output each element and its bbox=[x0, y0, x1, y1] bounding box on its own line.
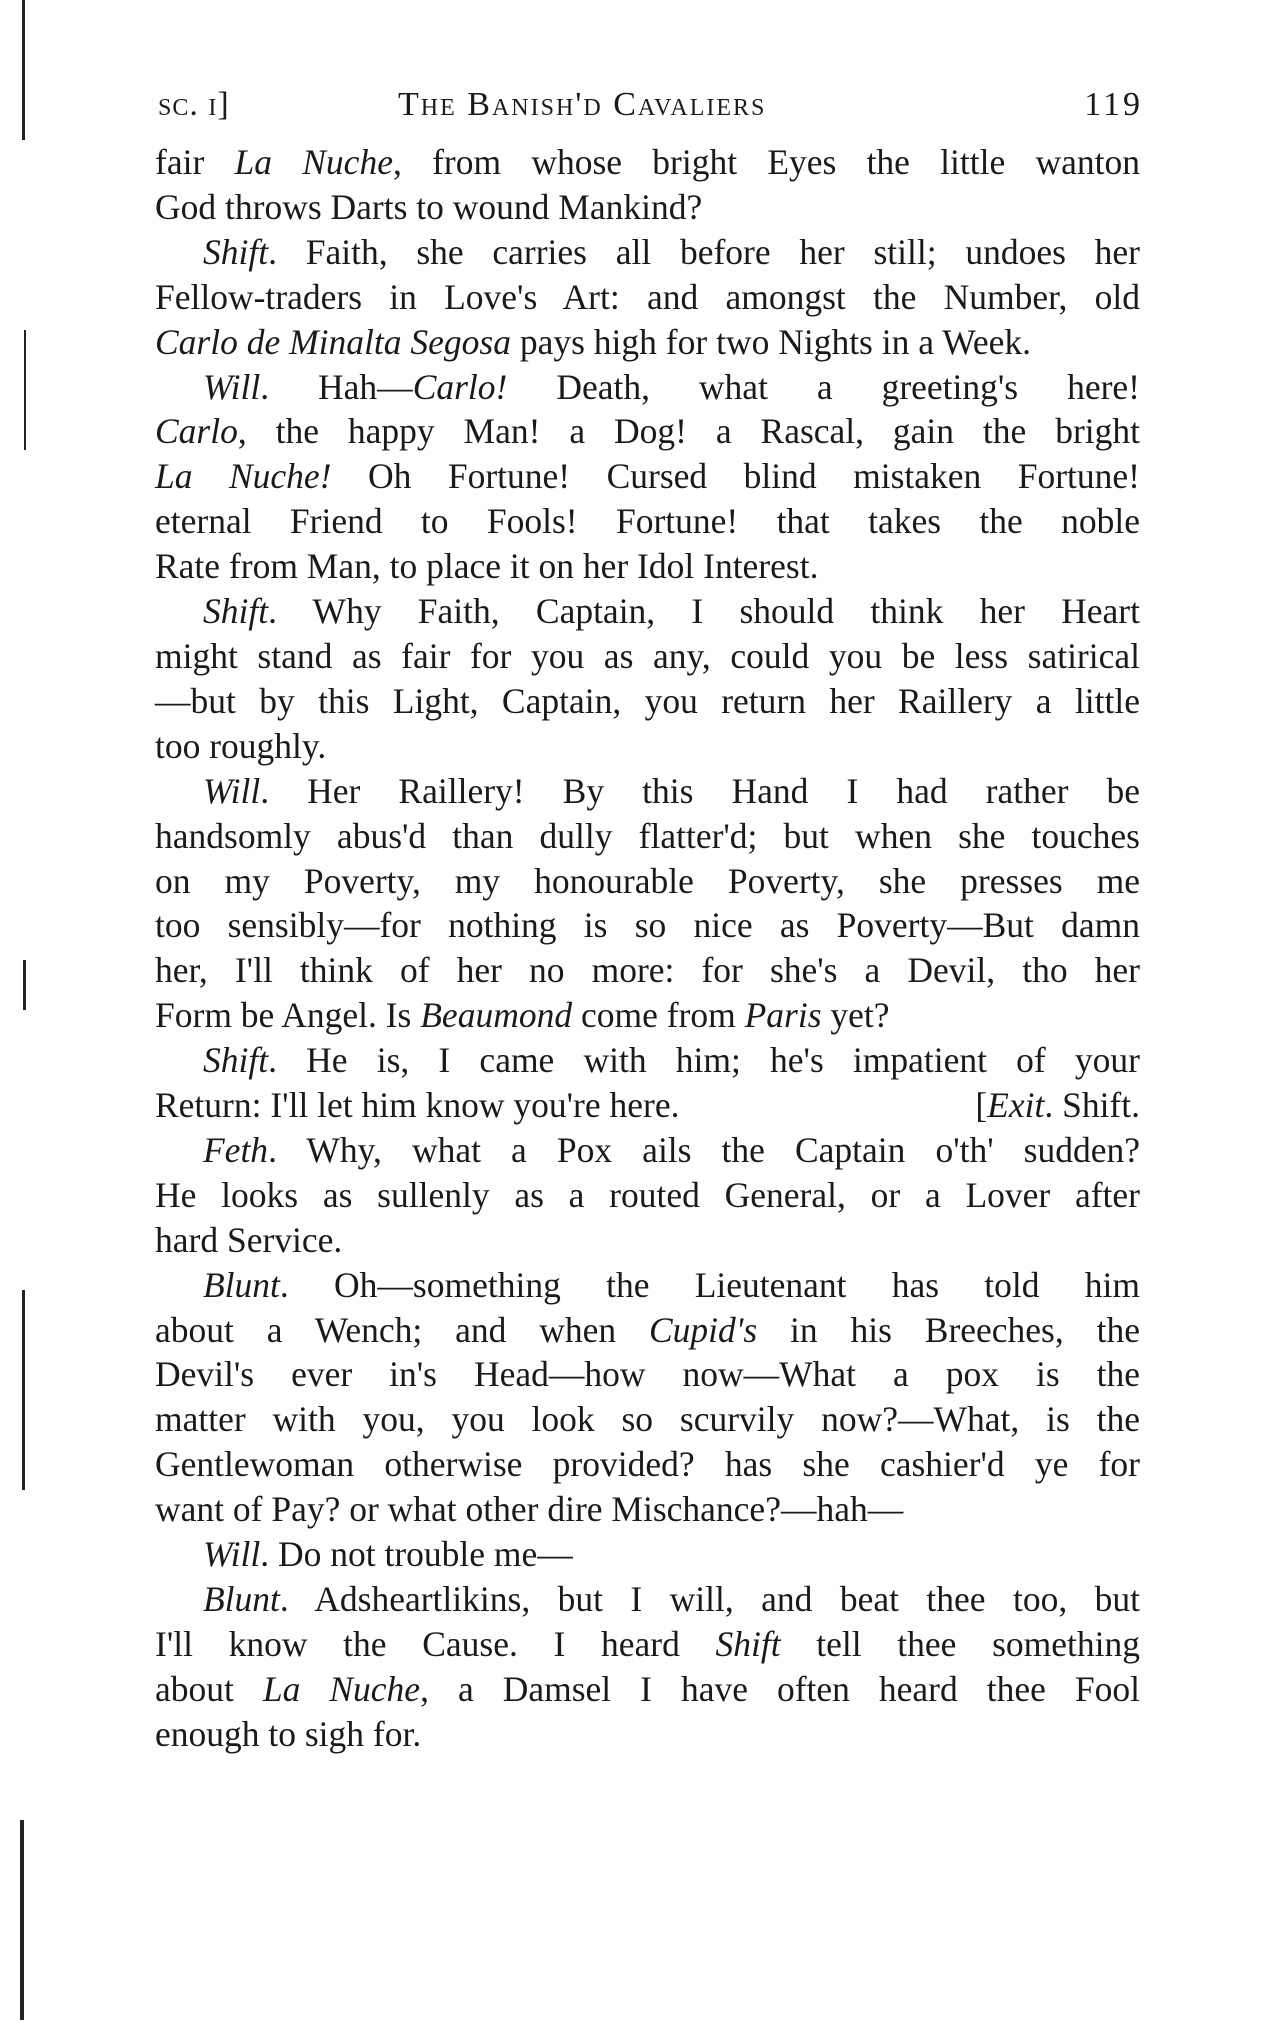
italic-text: Shift bbox=[715, 1623, 781, 1664]
text-line bbox=[155, 365, 1140, 410]
italic-text: Shift bbox=[203, 1040, 269, 1081]
text-run: tell thee something bbox=[780, 1623, 1140, 1664]
text-line bbox=[155, 185, 1140, 230]
text-run: about a Wench; and when bbox=[155, 1309, 649, 1350]
text-line bbox=[155, 1487, 1140, 1532]
italic-text: Blunt bbox=[203, 1264, 280, 1305]
text-line bbox=[155, 903, 1140, 948]
text-run: fair bbox=[155, 142, 235, 182]
italic-text: Feth bbox=[203, 1129, 269, 1170]
italic-text: Will bbox=[203, 1534, 261, 1575]
italic-text: Cupid's bbox=[648, 1309, 758, 1350]
text-run: enough to sigh for. bbox=[155, 1713, 422, 1754]
italic-text: Shift bbox=[203, 231, 269, 272]
text-line bbox=[155, 140, 1140, 185]
text-line bbox=[155, 993, 1140, 1038]
text-run: Gentlewoman otherwise provided? has she cashier'd ye for bbox=[155, 1444, 1140, 1485]
italic-text: La Nuche bbox=[262, 1668, 421, 1709]
text-run: Fellow-traders in Love's Art: and amongst the Number, old bbox=[155, 276, 1140, 317]
text-line bbox=[155, 1442, 1140, 1487]
text-run: , the happy Man! a Dog! a Rascal, gain the bright bbox=[237, 411, 1140, 452]
text-line bbox=[155, 589, 1140, 634]
text-run: matter with you, you look so scurvily now?—What, is the bbox=[155, 1399, 1140, 1440]
italic-text: Beaumond bbox=[420, 995, 573, 1036]
text-run: too sensibly—for nothing is so nice as Poverty—But damn bbox=[155, 905, 1140, 946]
text-run: Death, what a greeting's here! bbox=[507, 366, 1140, 407]
text-run: pays high for two Nights in a Week. bbox=[510, 321, 1032, 362]
text-run: come from bbox=[572, 995, 745, 1036]
text-run: —but by this Light, Captain, you return her Raillery a little bbox=[155, 680, 1140, 721]
text-run: [ bbox=[975, 1085, 988, 1126]
text-run: Form be Angel. Is bbox=[155, 995, 421, 1036]
running-head bbox=[158, 86, 1143, 134]
page-number: 119 bbox=[1084, 86, 1143, 123]
text-line bbox=[155, 230, 1140, 275]
text-line bbox=[155, 1173, 1140, 1218]
italic-text: Exit bbox=[987, 1085, 1045, 1126]
italic-text: Carlo de Minalta Segosa bbox=[155, 321, 511, 362]
text-run: . He is, I came with him; he's impatient of your bbox=[268, 1040, 1140, 1081]
text-line bbox=[155, 1218, 1140, 1263]
text-line bbox=[155, 544, 1140, 589]
scan-edge-mark bbox=[23, 960, 26, 1010]
italic-text: Paris bbox=[744, 995, 822, 1036]
text-run: . Why Faith, Captain, I should think her Heart bbox=[268, 591, 1140, 632]
scan-edge-mark bbox=[22, 1290, 25, 1490]
text-run: Devil's ever in's Head—how now—What a pox is the bbox=[155, 1354, 1140, 1395]
text-run: her, I'll think of her no more: for she's a Devil, tho her bbox=[155, 950, 1140, 991]
scan-edge-mark bbox=[22, 0, 25, 140]
running-title: The Banish'd Cavaliers bbox=[398, 86, 767, 123]
text-line bbox=[155, 1532, 1140, 1577]
text-run: . Faith, she carries all before her still; undoes her bbox=[268, 231, 1140, 272]
text-line bbox=[155, 679, 1140, 724]
stage-direction bbox=[975, 1083, 1140, 1128]
text-run: . Hah— bbox=[260, 366, 413, 407]
text-line bbox=[155, 859, 1140, 904]
text-line bbox=[155, 814, 1140, 859]
italic-text: Carlo! bbox=[412, 366, 508, 407]
text-line bbox=[155, 634, 1140, 679]
italic-text: La Nuche bbox=[234, 142, 393, 182]
text-run: Return: I'll let him know you're here. bbox=[155, 1085, 680, 1126]
text-run: . Oh—something the Lieutenant has told him bbox=[279, 1264, 1140, 1305]
italic-text: Will bbox=[203, 366, 261, 407]
italic-text: Blunt bbox=[203, 1579, 280, 1619]
text-line bbox=[155, 1397, 1140, 1442]
text-run: in his Breeches, the bbox=[757, 1309, 1140, 1350]
text-line bbox=[155, 1712, 1140, 1757]
scan-edge-mark bbox=[20, 1820, 24, 2020]
text-run: . Do not trouble me— bbox=[260, 1534, 573, 1575]
text-run: , a Damsel I have often heard thee Fool bbox=[420, 1668, 1140, 1709]
text-line bbox=[155, 499, 1140, 544]
text-run: eternal Friend to Fools! Fortune! that takes the noble bbox=[155, 501, 1140, 542]
text-line bbox=[155, 1083, 1140, 1128]
text-run: might stand as fair for you as any, could you be less satirical bbox=[155, 635, 1140, 676]
text-run: . Why, what a Pox ails the Captain o'th' sudden? bbox=[268, 1129, 1140, 1170]
text-line bbox=[155, 1577, 1140, 1622]
text-line bbox=[155, 409, 1140, 454]
italic-text: Will bbox=[203, 770, 261, 811]
text-run: . Adsheartlikins, but I will, and beat thee too, but bbox=[279, 1579, 1140, 1619]
text-run: Oh Fortune! Cursed blind mistaken Fortune! bbox=[331, 456, 1140, 497]
text-line bbox=[155, 320, 1140, 365]
text-line bbox=[155, 1622, 1140, 1667]
text-line bbox=[155, 724, 1140, 769]
text-run: hard Service. bbox=[155, 1219, 343, 1260]
text-run: Rate from Man, to place it on her Idol Interest. bbox=[155, 546, 819, 587]
text-line bbox=[155, 1308, 1140, 1353]
text-run: , from whose bright Eyes the little wanton bbox=[392, 142, 1141, 182]
text-run: handsomly abus'd than dully flatter'd; but when she touches bbox=[155, 815, 1140, 856]
text-run: . Her Raillery! By this Hand I had rather be bbox=[260, 770, 1140, 811]
body-text bbox=[155, 140, 1140, 1757]
text-run: . Shift. bbox=[1044, 1085, 1140, 1126]
text-run: about bbox=[155, 1668, 263, 1709]
text-line bbox=[155, 769, 1140, 814]
text-line bbox=[155, 1038, 1140, 1083]
text-line bbox=[155, 1352, 1140, 1397]
text-line bbox=[155, 1128, 1140, 1173]
text-run: too roughly. bbox=[155, 725, 327, 766]
text-run: He looks as sullenly as a routed General, or a Lover after bbox=[155, 1174, 1140, 1215]
text-line bbox=[155, 948, 1140, 993]
text-line bbox=[155, 275, 1140, 320]
italic-text: Shift bbox=[203, 591, 269, 632]
italic-text: La Nuche! bbox=[155, 456, 332, 497]
italic-text: Carlo bbox=[155, 411, 238, 452]
text-line bbox=[155, 1263, 1140, 1308]
text-run: on my Poverty, my honourable Poverty, she presses me bbox=[155, 860, 1140, 901]
text-run: I'll know the Cause. I heard bbox=[155, 1623, 716, 1664]
scene-marker: sc. i] bbox=[158, 86, 230, 123]
text-run: yet? bbox=[821, 995, 890, 1036]
text-line bbox=[155, 454, 1140, 499]
text-run: want of Pay? or what other dire Mischance?—hah— bbox=[155, 1489, 904, 1530]
text-run: God throws Darts to wound Mankind? bbox=[155, 186, 703, 227]
scan-edge-mark bbox=[24, 330, 26, 450]
text-line bbox=[155, 1667, 1140, 1712]
